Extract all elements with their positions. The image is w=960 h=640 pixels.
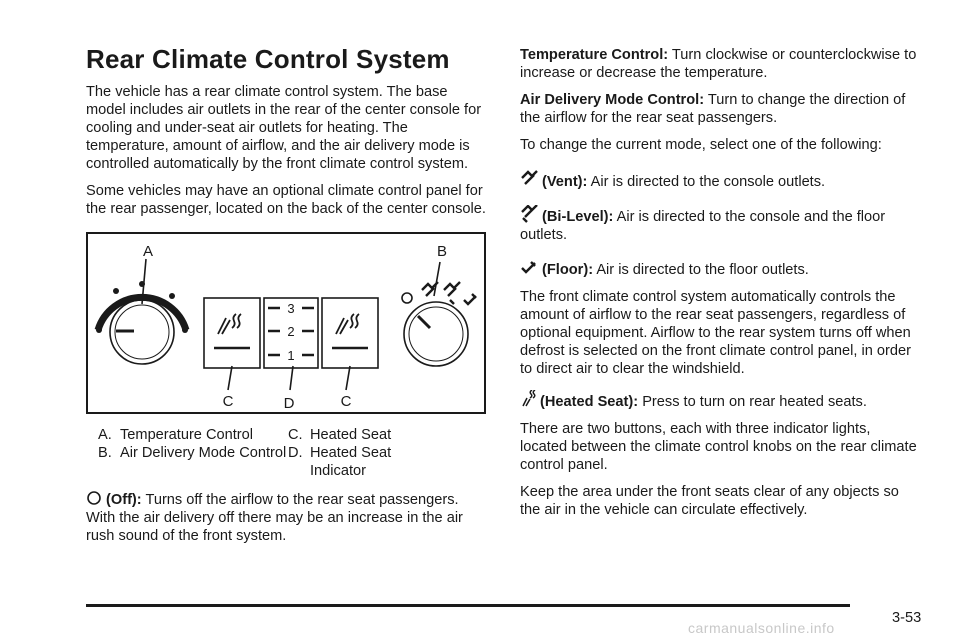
legend-item-d: D. Heated Seat Indicator [288, 445, 392, 479]
right-heated-seat-button [322, 298, 378, 390]
air-delivery-knob [402, 262, 476, 366]
floor-mode-paragraph: (Floor): Air is directed to the floor outlets. [520, 258, 920, 279]
vent-mode-paragraph: (Vent): Air is directed to the console outlets. [520, 170, 920, 191]
heated-seat-indicator [264, 298, 318, 390]
off-paragraph [86, 490, 488, 545]
mode-intro-paragraph: To change the current mode, select one of the following: [520, 137, 882, 153]
floor-mode-icon [520, 258, 538, 276]
climate-panel-illustration [86, 232, 486, 414]
keep-clear-paragraph: Keep the area under the front seats clear of any objects so the air in the vehicle can circulate effectively. [520, 484, 899, 518]
left-column [86, 44, 488, 554]
legend-item-c: C. Heated Seat [288, 427, 392, 443]
intro-paragraph: The vehicle has a rear climate control system. The base model includes air outlets in the rear of the center console for cooling and under-seat air outlets for heating. The temperature, amount of airflow, and the air delivery mode is controlled automatically by the front climate control system. [86, 84, 482, 172]
legend-item-b: B. Air Delivery Mode Control [98, 445, 287, 461]
legend-column-right [288, 426, 408, 480]
off-text: Turns off the airflow to the rear seat passengers. With the air delivery off there may be an increase in the air rush sound of the front system. [86, 492, 463, 544]
heated-seat-paragraph: (Heated Seat): Press to turn on rear heated seats. [520, 390, 920, 411]
vent-mode-icon [520, 170, 538, 188]
climate-panel-svg [88, 234, 484, 412]
optional-panel-paragraph: Some vehicles may have an optional climate control panel for the rear passenger, located on the back of the center console. [86, 183, 486, 217]
temperature-knob [96, 259, 188, 364]
footer-rule [86, 604, 850, 607]
air-delivery-label: Air Delivery Mode Control: [520, 92, 705, 108]
page-number: 3-53 [892, 610, 922, 626]
figure-legend [98, 426, 488, 480]
right-column [520, 46, 920, 528]
heated-seat-label: (Heated Seat): [540, 394, 639, 410]
legend-item-a: A. Temperature Control [98, 427, 254, 443]
callout-c-right: C [340, 393, 352, 410]
floor-label: (Floor): [542, 262, 594, 278]
callout-c-left: C [222, 393, 234, 410]
page-title: Rear Climate Control System [86, 44, 450, 74]
indicator-number-1: 1 [287, 348, 295, 363]
off-circle-icon [86, 490, 102, 506]
temperature-control-paragraph: Temperature Control: Turn clockwise or counterclockwise to increase or decrease the temperature. [520, 47, 917, 81]
indicator-number-2: 2 [287, 324, 295, 339]
bi-level-label: (Bi-Level): [542, 209, 614, 225]
vent-label: (Vent): [542, 174, 588, 190]
bi-level-mode-icon [520, 205, 538, 223]
legend-column-left [98, 426, 288, 480]
watermark: carmanualsonline.info [688, 620, 835, 636]
callout-d: D [283, 395, 295, 412]
bi-level-mode-paragraph: (Bi-Level): Air is directed to the console and the floor outlets. [520, 205, 920, 244]
temperature-control-label: Temperature Control: [520, 47, 669, 63]
left-heated-seat-button [204, 298, 260, 390]
off-label: (Off): [106, 492, 142, 508]
indicator-number-3: 3 [287, 301, 295, 316]
callout-b: B [436, 243, 448, 260]
auto-control-paragraph: The front climate control system automatically controls the amount of airflow to the rear seat passengers, regardless of optional equipment. Airflow to the rear system turns off when defrost is selected on the front climate control panel, in order to direct air to clear the windshield. [520, 289, 911, 377]
heated-seat-icon [520, 390, 536, 408]
buttons-paragraph: There are two buttons, each with three indicator lights, located between the climate control knobs on the rear climate control panel. [520, 421, 917, 473]
air-delivery-paragraph: Air Delivery Mode Control: Turn to change the direction of the airflow for the rear seat passengers. [520, 92, 906, 126]
callout-a: A [142, 243, 154, 260]
